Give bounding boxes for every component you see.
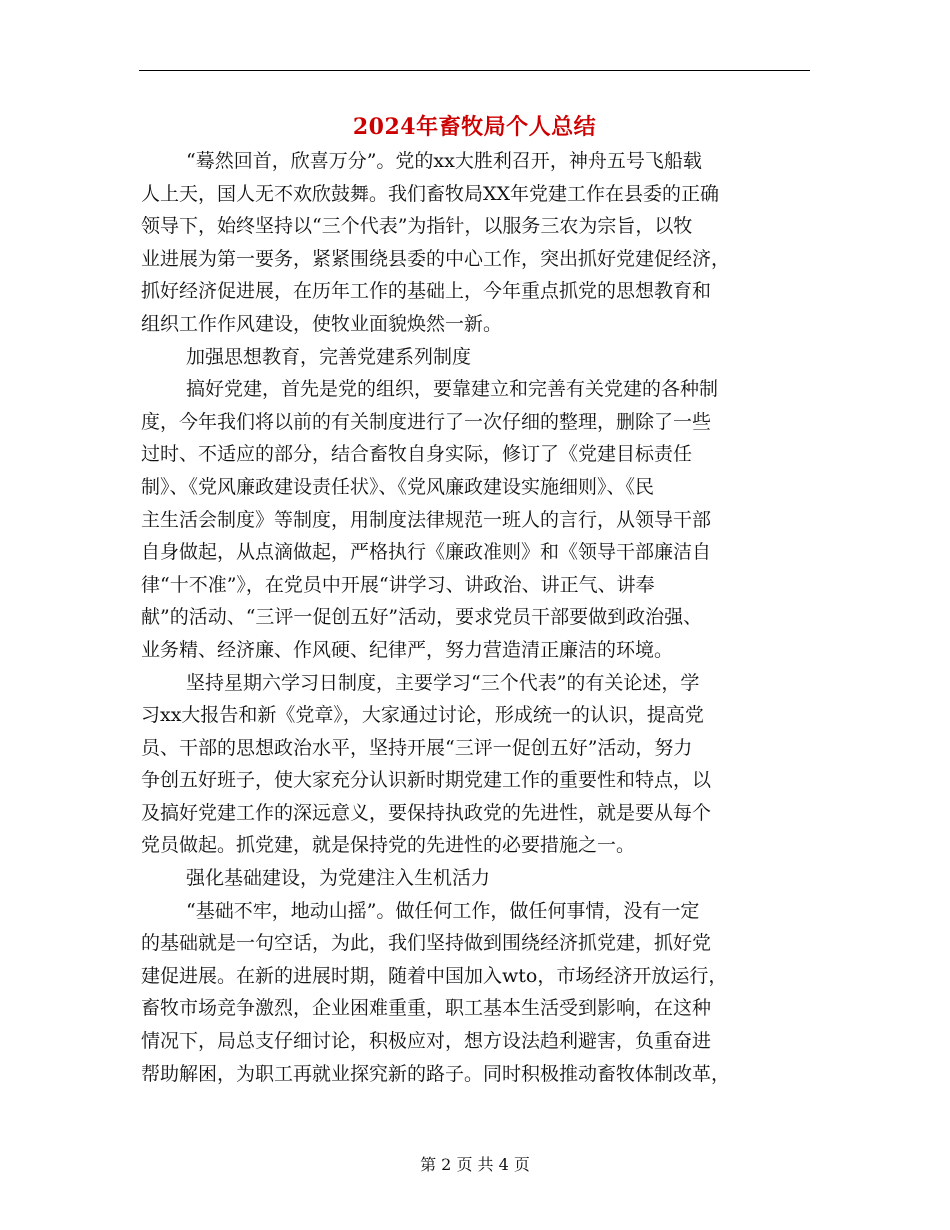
text-line: 争创五好班子，使大家充分认识新时期党建工作的重要性和特点，以 bbox=[141, 769, 712, 792]
text-line: 搞好党建，首先是党的组织，要靠建立和完善有关党建的各种制 bbox=[186, 378, 719, 401]
text-line: 献”的活动、“三评一促创五好”活动，要求党员干部要做到政治强、 bbox=[141, 606, 703, 629]
text-line: 抓好经济促进展，在历年工作的基础上，今年重点抓党的思想教育和 bbox=[141, 280, 712, 303]
document-body bbox=[141, 145, 809, 1090]
text-line: 业务精、经济廉、作风硬、纪律严，努力营造清正廉洁的环境。 bbox=[141, 638, 674, 661]
text-line: “基础不牢，地动山摇”。做任何工作，做任何事情，没有一定 bbox=[186, 899, 700, 922]
text-line: 的基础就是一句空话，为此，我们坚持做到围绕经济抓党建，抓好党 bbox=[141, 932, 712, 955]
text-line: “蓦然回首，欣喜万分”。党的xx大胜利召开，神舟五号飞船载 bbox=[186, 150, 702, 172]
text-line: 建促进展。在新的进展时期，随着中国加入wto，市场经济开放运行， bbox=[141, 964, 728, 987]
text-line: 律“十不准”》，在党员中开展“讲学习、讲政治、讲正气、讲奉 bbox=[141, 573, 655, 596]
text-line: 党员做起。抓党建，就是保持党的先进性的必要措施之一。 bbox=[141, 834, 636, 857]
page-footer: 第 2 页 共 4 页 bbox=[420, 1155, 530, 1174]
header-rule bbox=[139, 70, 810, 71]
text-line: 过时、不适应的部分，结合畜牧自身实际，修订了《党建目标责任 bbox=[141, 443, 693, 466]
text-line: 员、干部的思想政治水平，坚持开展“三评一促创五好”活动，努力 bbox=[141, 736, 693, 759]
text-line: 人上天，国人无不欢欣鼓舞。我们畜牧局XX年党建工作在县委的正确 bbox=[141, 182, 720, 205]
text-line: 强化基础建设，为党建注入生机活力 bbox=[186, 867, 491, 890]
text-line: 坚持星期六学习日制度，主要学习“三个代表”的有关论述，学 bbox=[186, 671, 700, 694]
text-line: 情况下，局总支仔细讨论，积极应对，想方设法趋利避害，负重奋进 bbox=[141, 1030, 712, 1053]
text-line: 度，今年我们将以前的有关制度进行了一次仔细的整理，删除了一些 bbox=[141, 410, 712, 433]
text-line: 制》、《党风廉政建设责任状》、《党风廉政建设实施细则》、《民 bbox=[141, 475, 655, 498]
text-line: 自身做起，从点滴做起，严格执行《廉政准则》和《领导干部廉洁自 bbox=[141, 541, 712, 564]
text-line: 习xx大报告和新《党章》，大家通过讨论，形成统一的认识，提高党 bbox=[141, 704, 704, 727]
text-line: 领导下，始终坚持以“三个代表”为指针，以服务三农为宗旨，以牧 bbox=[141, 215, 693, 238]
text-line: 组织工作作风建设，使牧业面貌焕然一新。 bbox=[141, 312, 503, 335]
document-title: 2024年畜牧局个人总结 bbox=[352, 114, 597, 140]
text-line: 及搞好党建工作的深远意义，要保持执政党的先进性，就是要从每个 bbox=[141, 801, 712, 824]
text-line: 加强思想教育，完善党建系列制度 bbox=[186, 345, 472, 368]
text-line: 帮助解困，为职工再就业探究新的路子。同时积极推动畜牧体制改革， bbox=[141, 1062, 731, 1085]
text-line: 业进展为第一要务，紧紧围绕县委的中心工作，突出抓好党建促经济， bbox=[141, 247, 731, 270]
text-line: 畜牧市场竞争激烈，企业困难重重，职工基本生活受到影响，在这种 bbox=[141, 997, 712, 1020]
text-line: 主生活会制度》等制度，用制度法律规范一班人的言行，从领导干部 bbox=[141, 508, 712, 531]
